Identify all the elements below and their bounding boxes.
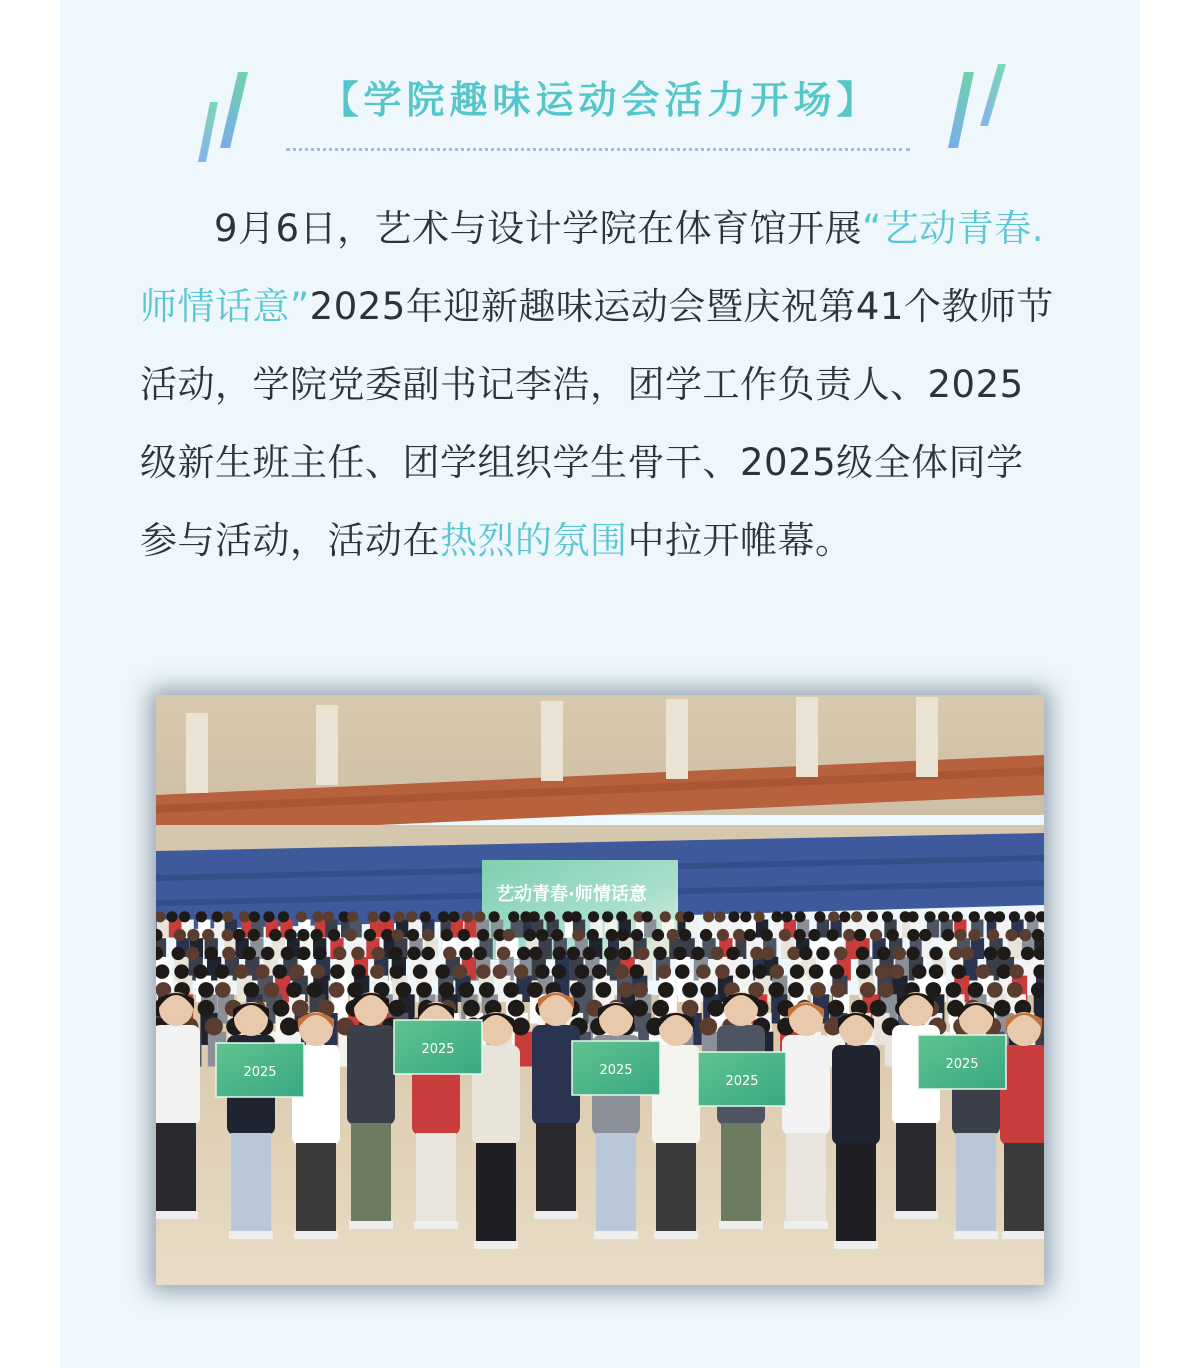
- class-sign: [572, 1041, 660, 1095]
- class-sign-label: 2025: [599, 1063, 633, 1078]
- class-sign: [698, 1052, 786, 1106]
- article-paragraph: [140, 190, 1060, 580]
- event-photo: [156, 695, 1044, 1285]
- class-sign: [394, 1020, 482, 1074]
- title-divider: [286, 148, 910, 151]
- class-sign: [918, 1035, 1006, 1089]
- class-sign-label: 2025: [243, 1065, 277, 1080]
- paragraph-text-part-2: 2025年迎新趣味运动会暨庆祝第41个教师节活动，学院党委副书记李浩，团学工作负责人、2025级新生班主任、团学组织学生骨干、2025级全体同学参与活动，活动在: [140, 285, 1054, 562]
- paragraph-text-part-3: 中拉开帷幕。: [627, 519, 853, 562]
- class-sign-label: 2025: [725, 1074, 759, 1089]
- stage-banner-text: 艺动青春·师情话意: [496, 884, 647, 905]
- article-page: [60, 0, 1140, 1368]
- decorative-slash-right-icon: [944, 62, 1014, 172]
- section-title: [300, 70, 900, 130]
- gymnasium-crowd-photo: [156, 695, 1044, 1285]
- class-sign-label: 2025: [421, 1042, 455, 1057]
- class-sign-label: 2025: [945, 1057, 979, 1072]
- class-sign: [216, 1043, 304, 1097]
- decorative-slash-left-icon: [190, 62, 260, 172]
- event-name-highlight: “艺动青春.师情话意”: [140, 207, 1045, 328]
- paragraph-text-part-1: 9月6日，艺术与设计学院在体育馆开展: [214, 207, 863, 250]
- section-title-text: 【学院趣味运动会活力开场】: [320, 78, 880, 122]
- atmosphere-highlight: 热烈的氛围: [440, 519, 628, 562]
